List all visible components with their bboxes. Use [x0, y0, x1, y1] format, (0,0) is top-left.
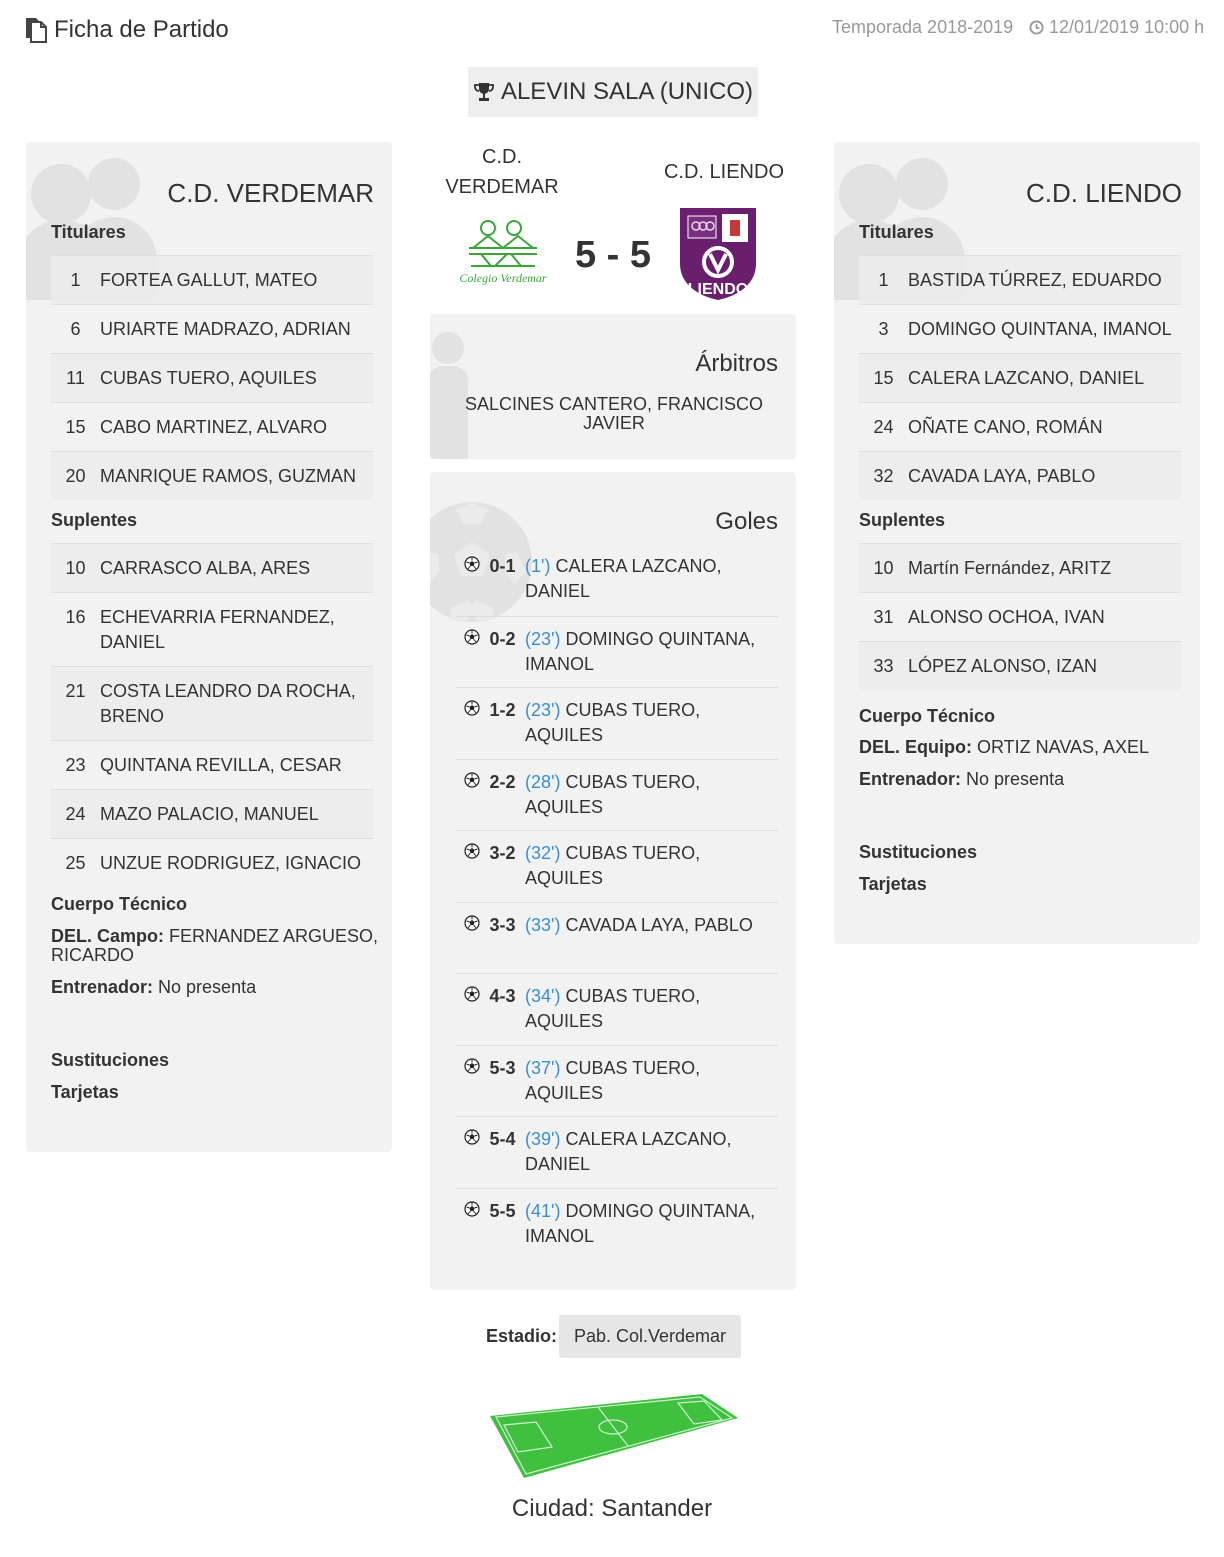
player-row[interactable]	[51, 838, 373, 887]
goal-scorer: CAVADA LAYA, PABLO	[565, 914, 753, 935]
player-number: 15	[65, 417, 86, 437]
match-datetime-text: 12/01/2019 10:00 h	[1049, 17, 1205, 37]
home-logo-text: Colegio Verdemar	[459, 271, 547, 285]
player-row[interactable]	[859, 641, 1181, 690]
home-team-heading[interactable]: C.D. VERDEMAR	[445, 146, 559, 198]
away-starters-list	[859, 255, 1181, 500]
soccer-ball-icon	[464, 1129, 480, 1145]
goal-minute-link[interactable]: (39')	[525, 1129, 561, 1149]
home-starters-list	[51, 255, 373, 500]
player-number: 24	[873, 417, 894, 437]
goal-score: 1-2	[489, 700, 516, 720]
trophy-icon	[473, 81, 495, 103]
soccer-ball-icon	[464, 629, 480, 645]
player-number: 33	[873, 656, 894, 676]
goal-score: 3-3	[489, 914, 516, 935]
player-number: 6	[70, 319, 81, 339]
goal-row	[456, 1045, 778, 1117]
home-coach-value: No presenta	[158, 977, 257, 997]
away-substitutions-heading: Sustituciones	[859, 842, 978, 862]
player-name[interactable]: Martín Fernández, ARITZ	[908, 558, 1112, 578]
goal-score: 5-4	[489, 1129, 516, 1149]
player-row[interactable]	[51, 451, 373, 500]
goal-row	[456, 759, 778, 831]
goal-row	[456, 1116, 778, 1188]
player-row[interactable]	[51, 402, 373, 451]
soccer-ball-icon	[464, 1058, 480, 1074]
goal-row	[456, 902, 778, 974]
referees-title: Árbitros	[695, 350, 778, 377]
stadium-label: Estadio:	[486, 1326, 558, 1346]
player-number: 32	[873, 466, 894, 486]
goal-scorer: CALERA LAZCANO, DANIEL	[525, 556, 722, 601]
goal-score: 2-2	[489, 771, 516, 792]
goal-row	[456, 1188, 778, 1260]
away-coach-label: Entrenador:	[859, 769, 962, 789]
player-row[interactable]	[51, 789, 373, 838]
soccer-ball-icon	[464, 986, 480, 1002]
away-delegate-value: ORTIZ NAVAS, AXEL	[977, 737, 1150, 757]
goal-scorer: CALERA LAZCANO, DANIEL	[525, 1129, 732, 1174]
referee-name: SALCINES CANTERO, FRANCISCO JAVIER	[464, 394, 764, 433]
soccer-ball-icon	[464, 556, 480, 572]
away-team-heading[interactable]: C.D. LIENDO	[663, 161, 785, 183]
season-label: Temporada 2018-2019	[832, 17, 1014, 37]
player-name[interactable]: BASTIDA TÚRREZ, EDUARDO	[908, 270, 1162, 290]
player-row[interactable]	[51, 543, 373, 592]
player-name[interactable]: CALERA LAZCANO, DANIEL	[908, 368, 1145, 388]
player-number: 25	[65, 853, 86, 873]
player-name[interactable]: FORTEA GALLUT, MATEO	[100, 270, 318, 290]
player-number: 11	[66, 368, 85, 388]
player-row[interactable]	[51, 255, 373, 304]
goal-minute-link[interactable]: (32')	[525, 843, 561, 863]
match-datetime	[1029, 17, 1204, 38]
away-subs-heading: Suplentes	[859, 510, 946, 530]
soccer-ball-icon	[464, 1201, 480, 1217]
home-substitutions-heading: Sustituciones	[51, 1050, 170, 1070]
goal-detail	[525, 984, 778, 1034]
goal-score: 4-3	[489, 986, 516, 1006]
goal-scorer: CUBAS TUERO, AQUILES	[525, 1057, 701, 1103]
goals-list	[456, 544, 778, 1259]
goal-score: 3-2	[489, 843, 516, 863]
goal-scorer: CUBAS TUERO, AQUILES	[525, 700, 701, 745]
goal-minute-link[interactable]: (23')	[525, 628, 561, 649]
goal-minute-link[interactable]: (33')	[525, 914, 561, 935]
city-label: Ciudad: Santander	[511, 1495, 713, 1522]
goal-detail	[525, 841, 778, 891]
away-delegate	[859, 738, 1189, 757]
stadium-name[interactable]: Pab. Col.Verdemar	[559, 1315, 741, 1358]
away-team-panel	[834, 142, 1200, 944]
goal-scorer: CUBAS TUERO, AQUILES	[525, 771, 701, 817]
home-coach-label: Entrenador:	[51, 977, 154, 997]
player-name[interactable]: UNZUE RODRIGUEZ, IGNACIO	[100, 853, 362, 873]
away-cards-heading: Tarjetas	[859, 874, 927, 894]
home-staff-heading: Cuerpo Técnico	[51, 894, 188, 914]
player-number: 31	[873, 607, 894, 627]
player-number: 16	[65, 607, 86, 627]
player-row[interactable]	[859, 451, 1181, 500]
soccer-ball-icon	[464, 772, 480, 788]
goal-scorer: DOMINGO QUINTANA, IMANOL	[525, 628, 756, 674]
player-row[interactable]	[51, 353, 373, 402]
goal-detail	[525, 1056, 778, 1106]
player-row[interactable]	[859, 255, 1181, 304]
player-name[interactable]: ALONSO OCHOA, IVAN	[908, 607, 1105, 627]
home-subs-list	[51, 543, 373, 887]
player-row[interactable]	[859, 592, 1181, 641]
soccer-ball-icon	[464, 843, 480, 859]
player-number: 20	[65, 466, 86, 486]
away-subs-list	[859, 543, 1181, 690]
player-name[interactable]: LÓPEZ ALONSO, IZAN	[908, 656, 1098, 676]
home-team-name: C.D. VERDEMAR	[167, 178, 374, 208]
goal-minute-link[interactable]: (28')	[525, 771, 561, 792]
player-row[interactable]	[51, 304, 373, 353]
player-name[interactable]: ECHEVARRIA FERNANDEZ, DANIEL	[100, 607, 335, 652]
player-name[interactable]: OÑATE CANO, ROMÁN	[908, 417, 1103, 437]
player-name[interactable]: MANRIQUE RAMOS, GUZMAN	[100, 466, 357, 486]
away-delegate-label: DEL. Equipo:	[859, 737, 972, 757]
page-title-text: Ficha de Partido	[54, 16, 229, 43]
soccer-ball-icon	[464, 915, 480, 931]
goal-minute-link[interactable]: (41')	[525, 1200, 561, 1221]
clock-icon	[1029, 20, 1044, 35]
goal-score: 5-3	[489, 1057, 516, 1078]
goal-scorer: CUBAS TUERO, AQUILES	[525, 843, 701, 888]
player-number: 21	[65, 681, 86, 701]
user-icon	[430, 328, 468, 459]
competition-badge[interactable]	[468, 67, 758, 117]
goal-row	[456, 687, 778, 759]
away-team-logo[interactable]	[676, 204, 760, 302]
player-row[interactable]	[859, 304, 1181, 353]
goal-row	[456, 544, 778, 616]
player-number: 24	[65, 804, 86, 824]
player-row[interactable]	[51, 592, 373, 666]
goals-panel	[430, 472, 796, 1290]
match-score: 5 - 5	[574, 234, 652, 276]
away-logo-text: LIENDO	[687, 281, 749, 298]
player-number: 1	[878, 270, 889, 290]
player-number: 23	[65, 755, 86, 775]
goals-title: Goles	[715, 508, 778, 535]
page-title	[24, 16, 229, 44]
player-row[interactable]	[859, 402, 1181, 451]
goal-minute-link[interactable]: (23')	[525, 700, 561, 720]
player-number: 15	[873, 368, 894, 388]
away-coach-value: No presenta	[966, 769, 1065, 789]
player-name[interactable]: COSTA LEANDRO DA ROCHA, BRENO	[100, 681, 356, 726]
pitch-image	[490, 1392, 740, 1480]
player-number: 10	[65, 558, 86, 578]
competition-name: ALEVIN SALA (UNICO)	[500, 78, 754, 105]
away-starters-heading: Titulares	[859, 222, 934, 242]
page-header	[0, 0, 1224, 60]
player-number: 3	[878, 319, 889, 339]
document-icon	[24, 17, 48, 43]
goal-scorer: CUBAS TUERO, AQUILES	[525, 986, 701, 1031]
home-starters-heading: Titulares	[51, 222, 126, 242]
goal-detail	[525, 1127, 778, 1177]
home-cards-heading: Tarjetas	[51, 1082, 119, 1102]
goal-minute-link[interactable]: (1')	[525, 556, 551, 576]
player-name[interactable]: DOMINGO QUINTANA, IMANOL	[908, 319, 1172, 339]
goal-minute-link[interactable]: (37')	[525, 1057, 561, 1078]
player-row[interactable]	[51, 740, 373, 789]
player-row[interactable]	[51, 666, 373, 740]
goal-detail	[525, 698, 778, 748]
goal-row	[456, 830, 778, 902]
player-name[interactable]: CAVADA LAYA, PABLO	[908, 466, 1096, 486]
player-name[interactable]: CABO MARTINEZ, ALVARO	[100, 417, 328, 437]
player-name[interactable]: QUINTANA REVILLA, CESAR	[100, 755, 342, 775]
player-number: 10	[873, 558, 894, 578]
goal-minute-link[interactable]: (34')	[525, 986, 561, 1006]
player-name[interactable]: CARRASCO ALBA, ARES	[100, 558, 311, 578]
player-row[interactable]	[859, 543, 1181, 592]
home-delegate-label: DEL. Campo:	[51, 926, 165, 946]
player-name[interactable]: CUBAS TUERO, AQUILES	[100, 368, 317, 388]
home-subs-heading: Suplentes	[51, 510, 138, 530]
player-name[interactable]: URIARTE MADRAZO, ADRIAN	[100, 319, 351, 339]
home-team-panel	[26, 142, 392, 1152]
home-delegate-value: FERNANDEZ ARGUESO, RICARDO	[51, 926, 379, 965]
away-staff-heading: Cuerpo Técnico	[859, 706, 996, 726]
away-coach	[859, 770, 1189, 789]
goal-scorer: DOMINGO QUINTANA, IMANOL	[525, 1200, 756, 1246]
goal-detail	[525, 913, 778, 938]
home-team-logo[interactable]	[455, 218, 551, 286]
goal-score: 5-5	[489, 1200, 516, 1221]
referees-panel	[430, 314, 796, 459]
goal-detail	[525, 770, 778, 820]
player-number: 1	[70, 270, 81, 290]
goal-detail	[525, 627, 778, 677]
goal-row	[456, 616, 778, 688]
goal-detail	[525, 1199, 778, 1249]
player-row[interactable]	[859, 353, 1181, 402]
home-delegate	[51, 927, 381, 965]
player-name[interactable]: MAZO PALACIO, MANUEL	[100, 804, 319, 824]
goal-row	[456, 973, 778, 1045]
goal-score: 0-2	[489, 628, 516, 649]
away-team-name: C.D. LIENDO	[1025, 178, 1182, 208]
goal-score: 0-1	[489, 556, 516, 576]
goal-detail	[525, 554, 778, 604]
home-coach	[51, 978, 381, 997]
soccer-ball-icon	[464, 700, 480, 716]
